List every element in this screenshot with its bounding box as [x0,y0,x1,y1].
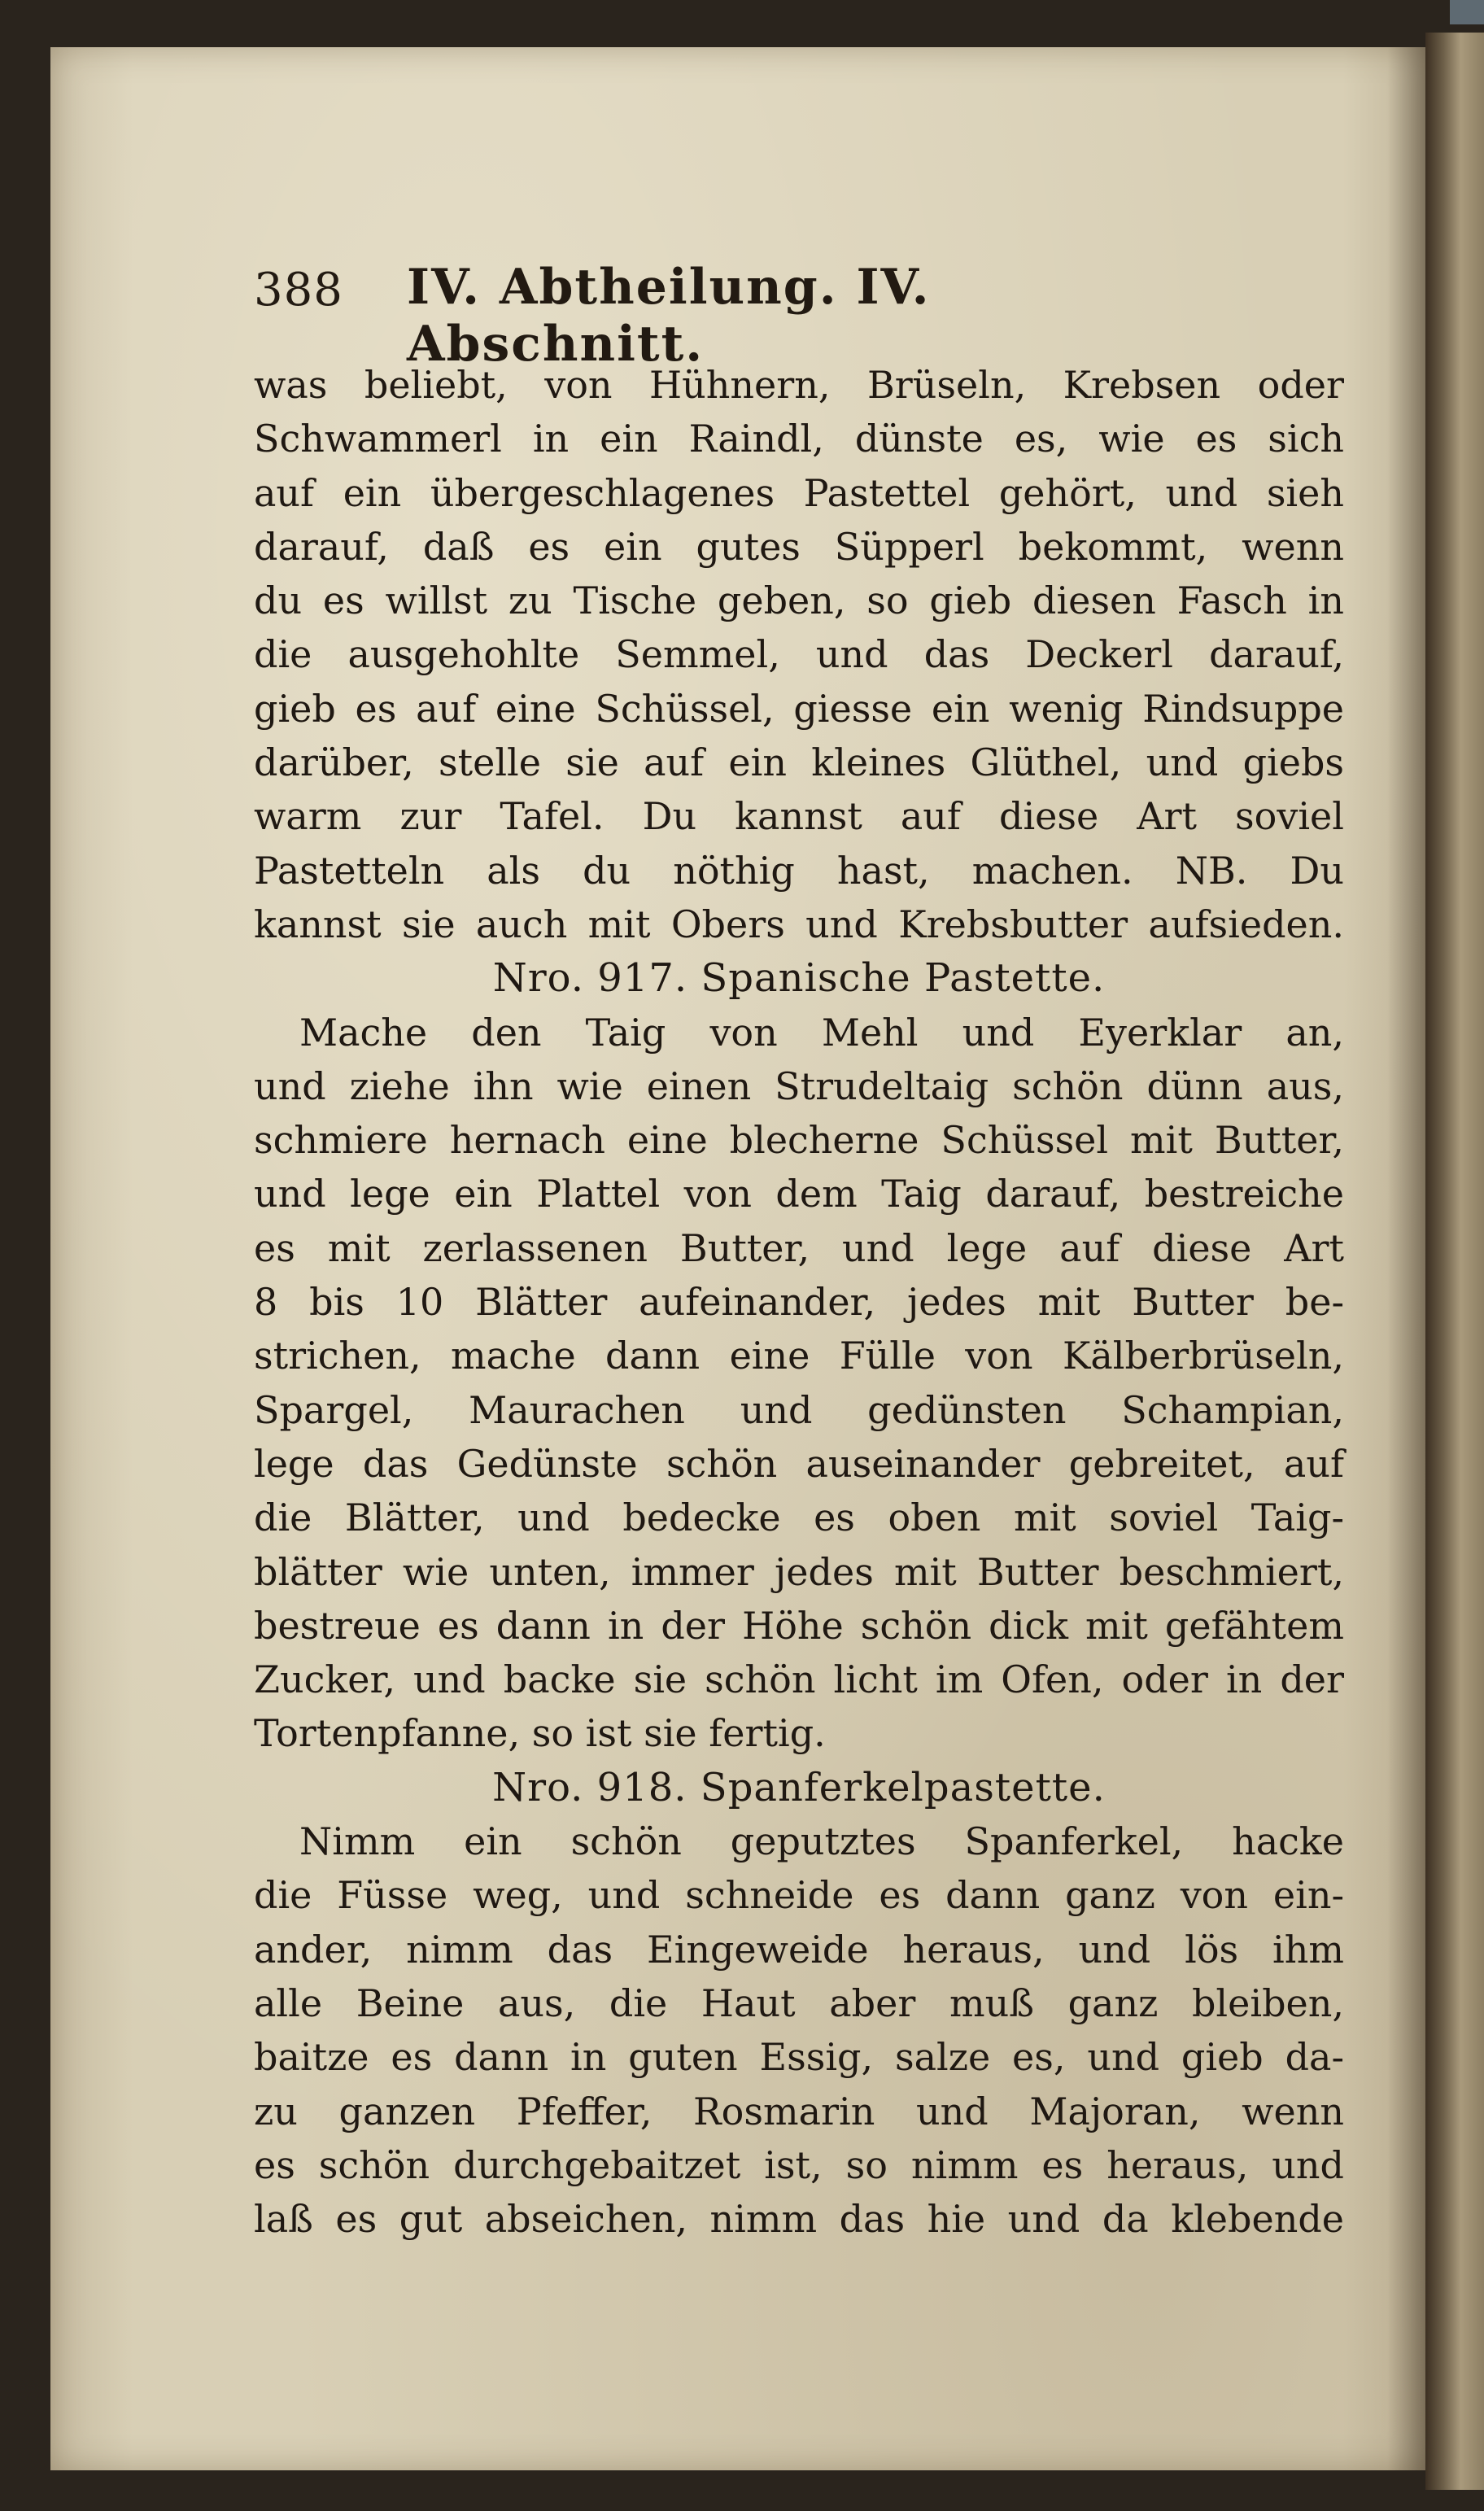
text-line: warm zur Tafel. Du kannst auf diese Art soviel [254,794,1344,839]
recipe-heading-917: Nro. 917. Spanische Pastette. [492,955,1106,1002]
text-line: und lege ein Plattel von dem Taig darauf, bestreiche [254,1172,1344,1216]
text-line: Spargel, Maurachen und gedünsten Schampian, [254,1387,1344,1432]
text-line: gieb es auf eine Schüssel, giesse ein wenig Rindsuppe [254,686,1344,731]
text-line: ander, nimm das Eingeweide heraus, und lös ihm [254,1927,1344,1972]
text-line: die ausgehohlte Semmel, und das Deckerl darauf, [254,632,1344,677]
recipe-heading-918: Nro. 918. Spanferkelpastette. [492,1764,1106,1810]
text-line: baitze es dann in guten Essig, salze es, und gieb da- [254,2035,1344,2080]
text-line: Zucker, und backe sie schön licht im Ofen, oder in der [254,1657,1344,1702]
text-line: es schön durchgebaitzet ist, so nimm es heraus, und [254,2142,1344,2187]
text-line: die Blätter, und bedecke es oben mit soviel Taig- [254,1496,1344,1540]
text-line: auf ein übergeschlagenes Pastettel gehört, und sieh [254,470,1344,515]
text-line: blätter wie unten, immer jedes mit Butter beschmiert, [254,1549,1344,1594]
text-line: du es willst zu Tische geben, so gieb diesen Fasch in [254,579,1344,623]
facing-page-edge [1425,33,1484,2490]
text-line: Schwammerl in ein Raindl, dünste es, wie es sich [254,417,1344,461]
text-line: Nimm ein schön geputztes Spanferkel, hacke [299,1819,1344,1864]
binding-cloth [1450,0,1484,24]
body-text [254,358,1344,2246]
text-line: Mache den Taig von Mehl und Eyerklar an, [299,1010,1344,1055]
text-line: Tortenpfanne, so ist sie fertig. [254,1711,826,1756]
text-line: darauf, daß es ein gutes Süpperl bekommt, wenn [254,524,1344,569]
text-line: laß es gut abseichen, nimm das hie und da klebende [254,2197,1344,2242]
text-line: es mit zerlassenen Butter, und lege auf diese Art [254,1225,1344,1270]
text-line: bestreue es dann in der Höhe schön dick mit gefähtem [254,1603,1344,1648]
text-line: darüber, stelle sie auf ein kleines Glüthel, und giebs [254,740,1344,785]
gutter-shadow [1387,47,1425,2470]
running-head [254,259,1230,373]
text-line: lege das Gedünste schön auseinander gebreitet, auf [254,1441,1344,1486]
text-line: alle Beine aus, die Haut aber muß ganz bleiben, [254,1980,1344,2025]
text-line: schmiere hernach eine blecherne Schüssel mit Butter, [254,1118,1344,1163]
text-line: zu ganzen Pfeffer, Rosmarin und Majoran, wenn [254,2089,1344,2133]
text-line: die Füsse weg, und schneide es dann ganz von ein- [254,1873,1344,1918]
text-line: kannst sie auch mit Obers und Krebsbutter aufsieden. [254,902,1344,946]
text-line: Pastetteln als du nöthig hast, machen. NB. Du [254,848,1344,893]
running-title: IV. Abtheilung. IV. Abschnitt. [407,259,931,373]
page-number: 388 [254,264,343,317]
text-line: und ziehe ihn wie einen Strudeltaig schön dünn aus, [254,1063,1344,1108]
text-line: was beliebt, von Hühnern, Brüseln, Krebsen oder [254,363,1344,407]
text-line: 8 bis 10 Blätter aufeinander, jedes mit Butter be- [254,1280,1344,1325]
text-line: strichen, mache dann eine Fülle von Kälberbrüseln, [254,1334,1344,1378]
